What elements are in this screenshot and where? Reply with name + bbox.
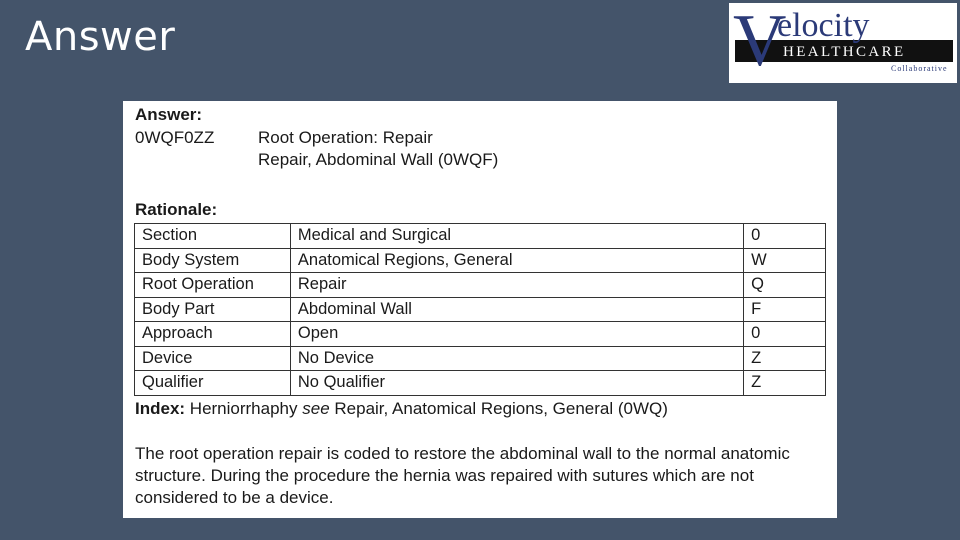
table-row [135,346,826,371]
root-operation-line: Root Operation: Repair [258,128,433,147]
row-value: Repair [290,273,743,298]
answer-heading: Answer: [135,105,203,124]
table-row [135,273,826,298]
row-code: W [744,248,826,273]
index-see: see [302,399,330,418]
row-label: Body System [135,248,291,273]
row-label: Device [135,346,291,371]
logo-word-top: elocity [777,7,870,44]
logo-word-band: HEALTHCARE [783,44,906,60]
rationale-heading: Rationale: [135,200,218,219]
rationale-table [134,223,826,396]
row-code: Z [744,371,826,396]
row-value: Open [290,322,743,347]
row-label: Root Operation [135,273,291,298]
logo-word-small: Collaborative [891,64,948,73]
row-code: 0 [744,224,826,249]
row-code: Z [744,346,826,371]
row-value: No Qualifier [290,371,743,396]
answer-document [123,101,837,518]
slide-title: Answer [25,14,176,60]
logo-big-letter: V [733,3,787,82]
row-label: Body Part [135,297,291,322]
row-value: Anatomical Regions, General [290,248,743,273]
index-target: Repair, Anatomical Regions, General (0WQ) [329,399,668,418]
row-value: No Device [290,346,743,371]
logo-graphic [729,3,957,83]
answer-code: 0WQF0ZZ [135,128,215,147]
row-label: Qualifier [135,371,291,396]
table-row [135,371,826,396]
table-row [135,248,826,273]
row-code: F [744,297,826,322]
table-row [135,322,826,347]
index-term: Herniorrhaphy [185,399,303,418]
row-value: Abdominal Wall [290,297,743,322]
row-code: Q [744,273,826,298]
row-value: Medical and Surgical [290,224,743,249]
row-code: 0 [744,322,826,347]
table-reference-line: Repair, Abdominal Wall (0WQF) [258,150,499,169]
index-label: Index: [135,399,186,418]
velocity-healthcare-logo [729,3,957,83]
row-label: Approach [135,322,291,347]
index-line [135,399,668,419]
explanation-paragraph: The root operation repair is coded to restore the abdominal wall to the normal anatomic structure. During the procedure the hernia was repaired with sutures which are not considered to be a device. [135,444,790,507]
table-row [135,297,826,322]
table-row [135,224,826,249]
row-label: Section [135,224,291,249]
